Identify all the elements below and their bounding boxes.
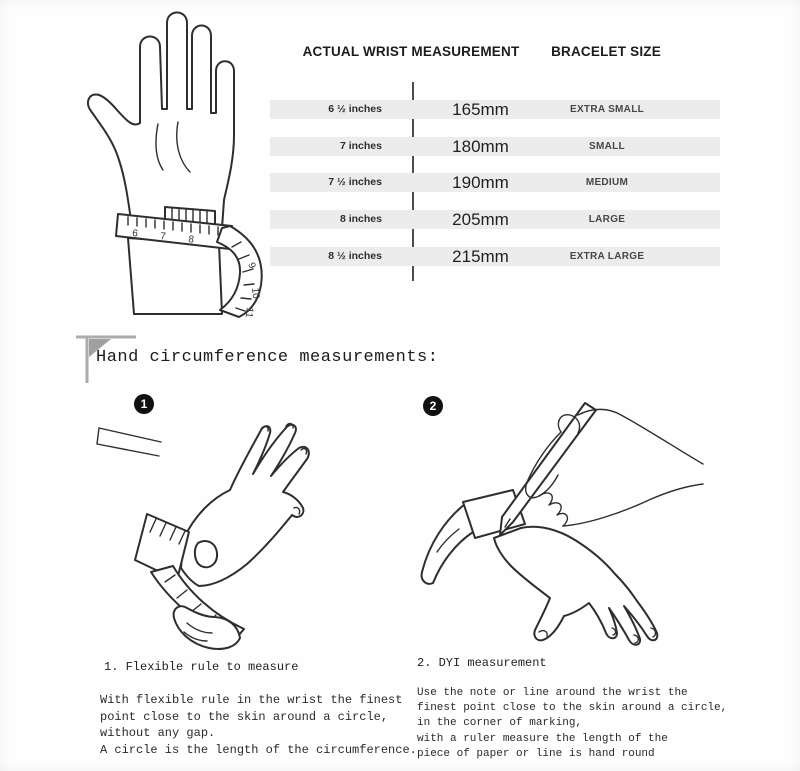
- text-line: piece of paper or line is hand round: [417, 747, 655, 760]
- table-row: [270, 137, 720, 156]
- table-header-size: BRACELET SIZE: [551, 44, 661, 59]
- pen-hand-curled-fingers: [539, 493, 567, 526]
- step-1-title: 1. Flexible rule to measure: [104, 660, 299, 674]
- step-2-title: 2. DYI measurement: [417, 656, 547, 670]
- cell-inches: 8 inches: [339, 213, 382, 225]
- diy-marking-illustration: [415, 400, 705, 650]
- cell-inches: 8 ½ inches: [328, 250, 382, 262]
- paper-ribbon-tail: [422, 504, 473, 584]
- cell-inches: 7 inches: [339, 140, 382, 152]
- cell-size: EXTRA LARGE: [569, 251, 645, 262]
- holding-thumb: [195, 541, 217, 567]
- step-2-number: 2: [429, 399, 437, 413]
- cell-size: EXTRA SMALL: [569, 104, 645, 115]
- lower-arm-line: [563, 484, 703, 526]
- cell-size: LARGE: [588, 214, 626, 225]
- tape-number-7: 7: [159, 231, 167, 243]
- tape-flat-end: [97, 428, 161, 456]
- text-line: finest point close to the skin around a circle,: [417, 702, 728, 715]
- table-row: [270, 247, 720, 266]
- wrist-tape-illustration: [70, 2, 275, 320]
- table-row: [270, 210, 720, 229]
- tape-number-10: 10: [249, 287, 262, 300]
- cell-inches: 7 ½ inches: [328, 176, 382, 188]
- upper-arm-line: [578, 409, 703, 464]
- step-1-text: [100, 692, 417, 758]
- tape-number-11: 11: [242, 306, 255, 319]
- cell-size: MEDIUM: [585, 177, 629, 188]
- cell-mm: 215mm: [452, 247, 509, 266]
- cell-size: SMALL: [589, 141, 625, 152]
- table-header-measurement: ACTUAL WRIST MEASUREMENT: [302, 44, 520, 59]
- text-line: with a ruler measure the length of the: [417, 732, 668, 745]
- cell-inches: 6 ½ inches: [328, 103, 382, 115]
- step-2-text: [417, 686, 727, 762]
- text-line: in the corner of marking,: [417, 717, 583, 730]
- text-line: With flexible rule in the wrist the finest: [100, 693, 403, 707]
- cell-mm: 165mm: [452, 100, 509, 119]
- text-line: A circle is the length of the circumference.: [100, 742, 417, 757]
- flexible-rule-illustration: [95, 402, 340, 650]
- table-row: [270, 100, 720, 119]
- text-line: point close to the skin around a circle,: [100, 709, 389, 724]
- cell-mm: 180mm: [452, 137, 509, 156]
- tape-number-8: 8: [187, 234, 195, 246]
- text-line: Use the note or line around the wrist the: [417, 687, 688, 699]
- cell-mm: 190mm: [452, 173, 509, 192]
- hand-outline: [88, 13, 234, 229]
- tape-tail: [217, 226, 262, 317]
- pen: [500, 403, 596, 535]
- text-line: without any gap.: [100, 726, 216, 740]
- table-row: [270, 173, 720, 192]
- tape-number-9: 9: [245, 261, 258, 271]
- marked-hand-outline: [494, 527, 657, 645]
- forearm-outline: [128, 238, 222, 314]
- tape-number-6: 6: [131, 228, 139, 240]
- section-heading: Hand circumference measurements:: [96, 348, 439, 367]
- cell-mm: 205mm: [452, 210, 509, 229]
- step-1-number: 1: [140, 397, 148, 411]
